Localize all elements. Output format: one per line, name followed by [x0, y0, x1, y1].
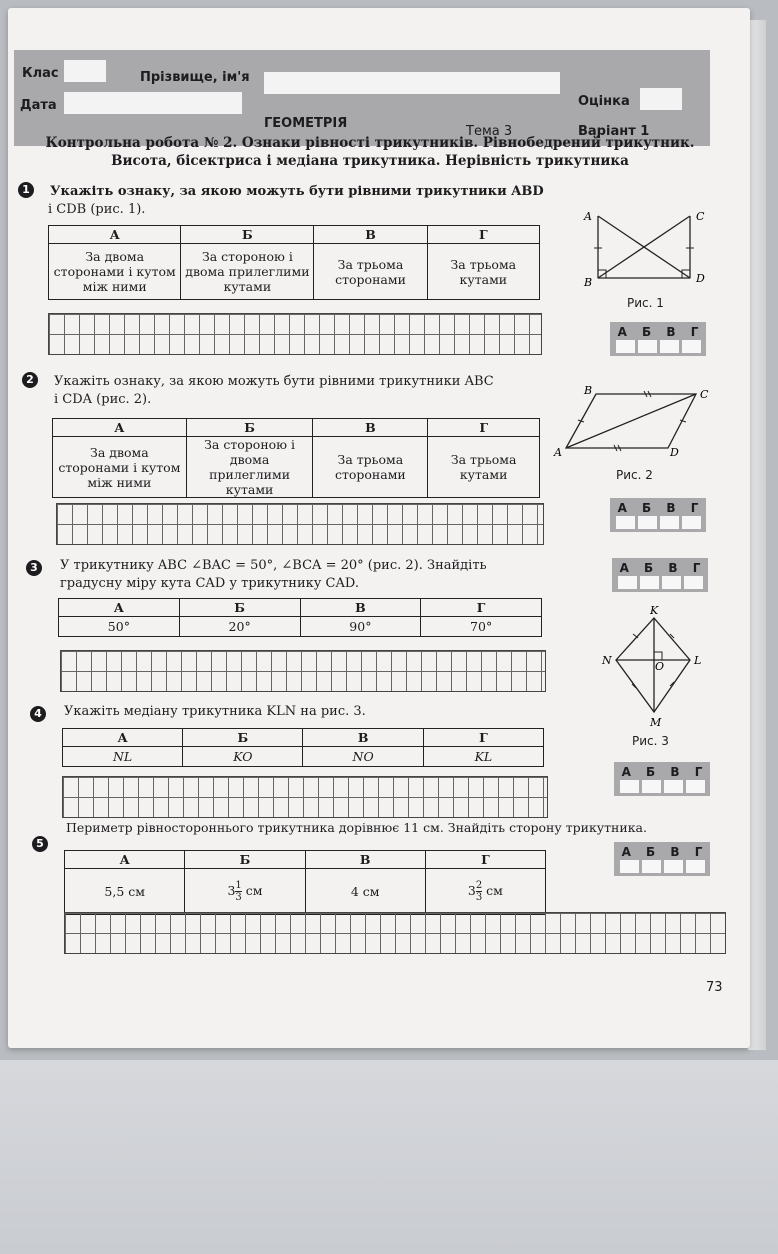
desk-background	[0, 1060, 778, 1254]
fig3-label-k: K	[650, 604, 659, 617]
question-1-text-line-1: Укажіть ознаку, за якою можуть бути рівними трикутники ABD	[50, 184, 544, 199]
option-letter-g: Г	[428, 419, 540, 437]
question-2-option-v[interactable]: За трьома сторонами	[313, 437, 428, 498]
question-5-option-g[interactable]	[425, 869, 545, 915]
answer-letter-b: Б	[642, 325, 652, 339]
answer-cell-g[interactable]	[686, 860, 705, 873]
surname-field[interactable]	[264, 72, 560, 94]
option-letter-b: Б	[185, 851, 305, 869]
question-2-options-table	[52, 418, 540, 498]
question-2-text-line-2: і CDA (рис. 2).	[54, 392, 152, 407]
option-letter-b: Б	[186, 419, 313, 437]
option-g-denominator: 3	[475, 892, 483, 903]
page-stack-edge	[748, 20, 766, 1050]
option-letter-a: А	[63, 729, 183, 747]
question-1-number: 1	[18, 182, 34, 198]
answer-cell-v[interactable]	[664, 860, 683, 873]
question-2-answer-box	[610, 498, 706, 532]
question-3-option-a[interactable]: 50°	[59, 617, 180, 637]
answer-letter-v: В	[670, 765, 680, 779]
option-letter-g: Г	[421, 599, 542, 617]
answer-letter-g: Г	[690, 325, 699, 339]
answer-letter-g: Г	[694, 765, 703, 779]
fig1-label-c: C	[696, 210, 705, 223]
question-1-options-table	[48, 225, 540, 300]
figure-1-rectangle-diagram	[578, 206, 710, 290]
option-b-unit: см	[245, 883, 263, 898]
option-b-fraction	[235, 880, 241, 903]
option-b-denominator: 3	[235, 892, 242, 903]
answer-cell-a[interactable]	[616, 340, 635, 353]
question-4-work-grid[interactable]	[62, 776, 548, 818]
option-letter-v: В	[300, 599, 421, 617]
grade-field[interactable]	[640, 88, 682, 110]
fig3-label-l: L	[694, 654, 702, 667]
question-4-option-v[interactable]: NO	[303, 747, 423, 767]
class-label: Клас	[22, 66, 59, 81]
question-5-work-grid[interactable]	[64, 912, 726, 954]
answer-cell-b[interactable]	[640, 576, 659, 589]
question-2-option-g[interactable]: За трьома кутами	[428, 437, 540, 498]
option-letter-a: А	[53, 419, 187, 437]
grade-label: Оцінка	[578, 94, 630, 109]
answer-cell-b[interactable]	[642, 860, 661, 873]
question-4-option-b[interactable]: KO	[183, 747, 303, 767]
answer-cell-g[interactable]	[682, 516, 701, 529]
question-2-number: 2	[22, 372, 38, 388]
question-1-text-line-2: і CDB (рис. 1).	[48, 202, 146, 217]
question-3-option-v[interactable]: 90°	[300, 617, 421, 637]
fig2-label-b: B	[584, 384, 593, 397]
figure-3-kite-diagram	[598, 604, 714, 728]
question-3-text-line-1: У трикутнику ABC ∠BAC = 50°, ∠BCA = 20° (рис. 2). Знайдіть	[60, 558, 487, 573]
option-letter-a: А	[59, 599, 180, 617]
date-label: Дата	[20, 98, 57, 113]
option-letter-g: Г	[425, 851, 545, 869]
question-3-work-grid[interactable]	[60, 650, 546, 692]
question-4-options-table	[62, 728, 544, 767]
option-g-numerator: 2	[475, 880, 483, 891]
figure-2-parallelogram-diagram	[552, 384, 712, 464]
fig3-label-o: O	[655, 660, 665, 673]
answer-letter-g: Г	[694, 845, 703, 859]
surname-label: Прізвище, ім'я	[140, 70, 250, 85]
answer-cell-v[interactable]	[660, 340, 679, 353]
answer-cell-v[interactable]	[662, 576, 681, 589]
answer-letter-a: А	[619, 561, 629, 575]
question-3-number: 3	[26, 560, 42, 576]
question-5-text-line-1: Периметр рівностороннього трикутника дорівнює 11 см. Знайдіть сторону трикутника.	[66, 820, 647, 835]
question-1-option-a[interactable]: За двома сторонами і кутом між ними	[49, 244, 181, 300]
option-letter-a: А	[49, 226, 181, 244]
topic-label: Тема 3	[466, 124, 513, 139]
answer-cell-a[interactable]	[618, 576, 637, 589]
answer-cell-v[interactable]	[660, 516, 679, 529]
option-letter-b: Б	[179, 599, 300, 617]
answer-cell-a[interactable]	[616, 516, 635, 529]
option-g-unit: см	[486, 883, 503, 898]
question-2-option-a[interactable]: За двома сторонами і кутом між ними	[53, 437, 187, 498]
question-3-option-g[interactable]: 70°	[421, 617, 542, 637]
question-3-answer-box	[612, 558, 708, 592]
option-letter-g: Г	[423, 729, 543, 747]
answer-letter-v: В	[668, 561, 678, 575]
answer-letter-a: А	[617, 501, 627, 515]
answer-letter-a: А	[617, 325, 627, 339]
question-4-option-a[interactable]: NL	[63, 747, 183, 767]
option-g-whole: 3	[467, 883, 476, 898]
answer-letter-a: А	[621, 845, 631, 859]
question-3-options-table	[58, 598, 542, 637]
question-5-option-a[interactable]: 5,5 см	[65, 869, 185, 915]
question-1-option-g[interactable]: За трьома кутами	[427, 244, 539, 300]
option-letter-a: А	[65, 851, 185, 869]
title-line-1: Контрольна робота № 2. Ознаки рівності трикутників. Рівнобедрений трикутник.	[45, 135, 695, 151]
date-field[interactable]	[64, 92, 242, 114]
option-b-numerator: 1	[235, 880, 242, 891]
fig1-label-a: A	[584, 210, 592, 223]
test-title	[10, 134, 730, 170]
answer-cell-g[interactable]	[682, 340, 701, 353]
fig2-label-d: D	[670, 446, 679, 459]
question-3-option-b[interactable]: 20°	[179, 617, 300, 637]
question-1-answer-box	[610, 322, 706, 356]
question-5-answer-box	[614, 842, 710, 876]
answer-cell-b[interactable]	[642, 780, 661, 793]
fig2-label-c: C	[700, 388, 709, 401]
class-field[interactable]	[64, 60, 106, 82]
answer-letter-g: Г	[692, 561, 701, 575]
question-4-answer-box	[614, 762, 710, 796]
figure-1-caption: Рис. 1	[627, 296, 664, 310]
answer-letter-b: Б	[646, 845, 656, 859]
question-4-number: 4	[30, 706, 46, 722]
fig1-label-d: D	[696, 272, 705, 285]
option-letter-v: В	[314, 226, 427, 244]
question-2-work-grid[interactable]	[56, 503, 544, 545]
answer-letter-g: Г	[690, 501, 699, 515]
answer-cell-g[interactable]	[684, 576, 703, 589]
fig3-label-m: M	[650, 716, 662, 728]
option-letter-v: В	[313, 419, 428, 437]
question-2-option-b[interactable]: За стороною і двома прилеглими кутами	[186, 437, 313, 498]
question-4-option-g[interactable]: KL	[423, 747, 543, 767]
question-5-options-table	[64, 850, 546, 915]
option-g-fraction	[476, 880, 482, 903]
option-letter-v: В	[303, 729, 423, 747]
answer-letter-v: В	[666, 325, 676, 339]
option-letter-g: Г	[427, 226, 539, 244]
question-2-text-line-1: Укажіть ознаку, за якою можуть бути рівними трикутники ABC	[54, 374, 494, 389]
answer-cell-b[interactable]	[638, 340, 657, 353]
answer-letter-b: Б	[642, 501, 652, 515]
answer-letter-b: Б	[646, 765, 656, 779]
subject-label: ГЕОМЕТРІЯ	[264, 116, 348, 131]
question-3-text-line-2: градусну міру кута CAD у трикутнику CAD.	[60, 576, 359, 591]
answer-letter-v: В	[666, 501, 676, 515]
answer-cell-g[interactable]	[686, 780, 705, 793]
figure-3-caption: Рис. 3	[632, 734, 669, 748]
option-letter-v: В	[305, 851, 425, 869]
question-5-option-b[interactable]	[185, 869, 305, 915]
question-1-option-v[interactable]: За трьома сторонами	[314, 244, 427, 300]
answer-letter-v: В	[670, 845, 680, 859]
title-line-2: Висота, бісектриса і медіана трикутника. Нерівність трикутника	[111, 153, 629, 169]
question-5-number: 5	[32, 836, 48, 852]
option-letter-b: Б	[181, 226, 314, 244]
answer-cell-a[interactable]	[620, 860, 639, 873]
option-b-whole: 3	[227, 883, 236, 898]
question-4-text-line-1: Укажіть медіану трикутника KLN на рис. 3.	[64, 704, 366, 719]
question-1-option-b[interactable]: За стороною і двома прилеглими кутами	[181, 244, 314, 300]
question-1-work-grid[interactable]	[48, 313, 542, 355]
answer-letter-a: А	[621, 765, 631, 779]
question-5-option-v[interactable]: 4 см	[305, 869, 425, 915]
page-number: 73	[706, 980, 723, 995]
figure-2-caption: Рис. 2	[616, 468, 653, 482]
fig2-label-a: A	[554, 446, 562, 459]
fig3-label-n: N	[602, 654, 612, 667]
answer-cell-b[interactable]	[638, 516, 657, 529]
answer-cell-v[interactable]	[664, 780, 683, 793]
option-letter-b: Б	[183, 729, 303, 747]
answer-cell-a[interactable]	[620, 780, 639, 793]
answer-letter-b: Б	[644, 561, 654, 575]
variant-label: Варіант 1	[578, 124, 650, 139]
fig1-label-b: B	[584, 276, 593, 289]
